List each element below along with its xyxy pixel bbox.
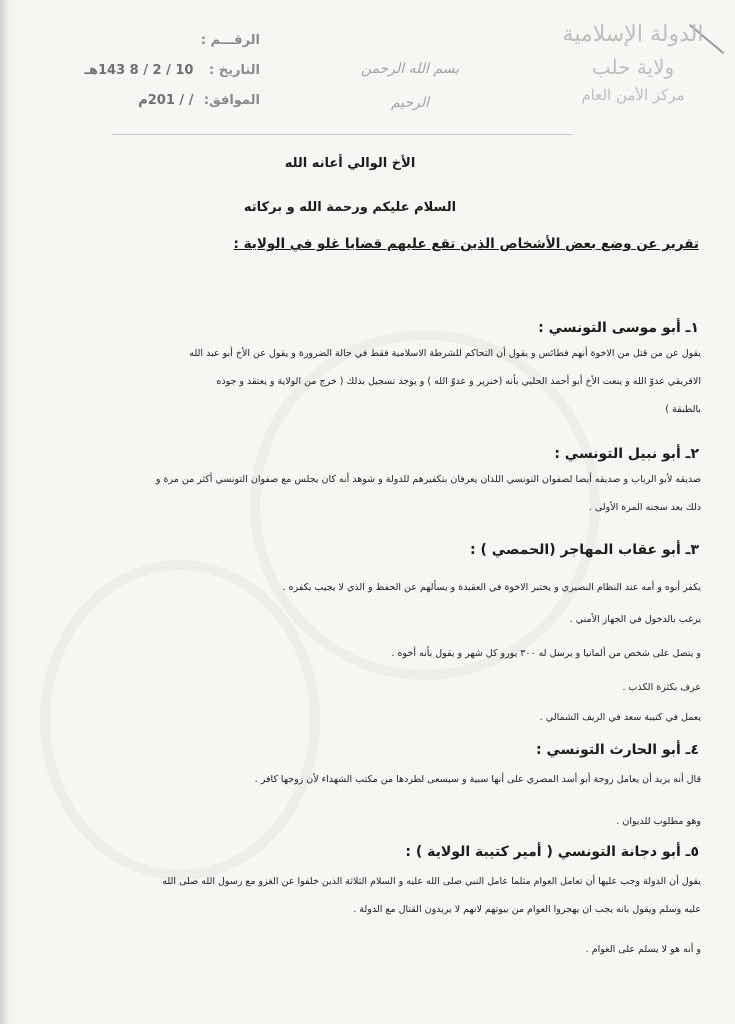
basmala: بسم الله الرحمن الرحيم [360, 61, 460, 111]
section-5-body [31, 868, 701, 924]
salutation-to: الأخ الوالي أعانه الله [284, 156, 416, 171]
section-4-item: قال أنه يريد أن يعامل زوجة أبو أسد المصري على أنها سبية و سيسعى لطردها من مكتب الشهداء لأن زوجها كافر . [254, 774, 701, 785]
corr-value: / / 201م [138, 93, 194, 108]
date-value: 10 / 2 / 8 143هـ [84, 63, 194, 78]
section-3-item: عرف بكثرة الكذب . [622, 682, 701, 693]
date-label: التاريخ : [209, 63, 260, 78]
scan-binding-edge [0, 0, 14, 1024]
section-1-line: بالطبقة ) [665, 404, 701, 415]
section-5-line: يقول أن الدولة وجب عليها أن تعامل العوام مثلما عامل النبي صلى الله عليه و السلام الثلاثة الذين خلفوا عن الغزو مع رسول الله صلى الله [162, 876, 701, 887]
emblem-line-1: الدولة الإسلامية [562, 22, 704, 47]
section-1-title: ١ـ أبو موسى التونسي : [538, 320, 699, 336]
section-3-item: يرغب بالدخول في الجهاز الأمني . [569, 614, 701, 625]
corr-label: الموافق: [203, 93, 260, 108]
salutation-greeting: السلام عليكم ورحمة الله و بركاته [243, 200, 457, 215]
section-3-item: و يتصل على شخص من ألمانيا و يرسل له ٣٠٠ يورو كل شهر و يقول بأنه أخوه . [391, 648, 701, 659]
report-subject: تقرير عن وضع بعض الأشخاص الذين تقع عليهم قضايا غلو في الولاية : [233, 236, 699, 252]
emblem-line-3: مركز الأمن العام [581, 86, 685, 104]
section-2-body [31, 466, 701, 522]
section-3-item: يعمل في كتيبة سعد في الريف الشمالي . [539, 712, 701, 723]
header-divider [112, 134, 572, 135]
section-2-line: ذلك بعد سجنه المرة الأولى . [588, 502, 701, 513]
letterhead-emblem [548, 18, 718, 128]
section-2-line: صديقه لأبو الرباب و صديقه أيضا لصفوان التونسي اللذان يعرفان بتكفيرهم للدولة و شوهد أنه كان يجلس مع صفوان التونسي أكثر من مرة و [155, 474, 701, 485]
section-5-title: ٥ـ أبو دجانة التونسي ( أمير كتيبة الولاية ) : [405, 844, 699, 860]
section-4-item: وهو مطلوب للديوان . [616, 816, 701, 827]
section-5-item: و أنه هو لا يسلم على العوام . [585, 944, 701, 955]
emblem-line-2: ولاية حلب [591, 55, 675, 79]
section-3-item: يكفر أبوه و أمه عند النظام النصيري و يختبر الاخوة في العقيدة و يسألهم عن الحفظ و الذي لا يجيب يكفره . [282, 582, 701, 593]
section-1-body [31, 340, 701, 424]
section-2-title: ٢ـ أبو نبيل التونسي : [554, 446, 699, 462]
section-4-title: ٤ـ أبو الحارث التونسي : [535, 742, 699, 758]
ref-row [60, 26, 260, 56]
ref-label: الرقـــم : [200, 33, 260, 48]
header-meta [60, 26, 260, 116]
date-row [60, 56, 260, 86]
section-5-line: عليه وسلم ويقول بانه يجب ان يهجروا العوام من بيوتهم لانهم لا يريدون القتال مع الدولة . [353, 904, 701, 915]
corr-row [60, 86, 260, 116]
section-1-line: يقول عن من قتل من الاخوة أنهم فطائس و يقول أن التحاكم للشرطة الاسلامية فقط في حالة الضرورة و يقول عن الأخ أبو عبد الله [189, 348, 701, 359]
section-3-title: ٣ـ أبو عقاب المهاجر (الحمصي ) : [470, 542, 699, 558]
section-1-line: الافريقي عدوّ الله و ينعت الأخ أبو أحمد الحلبي بأنه (خنزير و عدوّ الله ) و يوجد تسجيل بذلك ( خرج من الولاية و يعتقد و جوده [216, 376, 701, 387]
